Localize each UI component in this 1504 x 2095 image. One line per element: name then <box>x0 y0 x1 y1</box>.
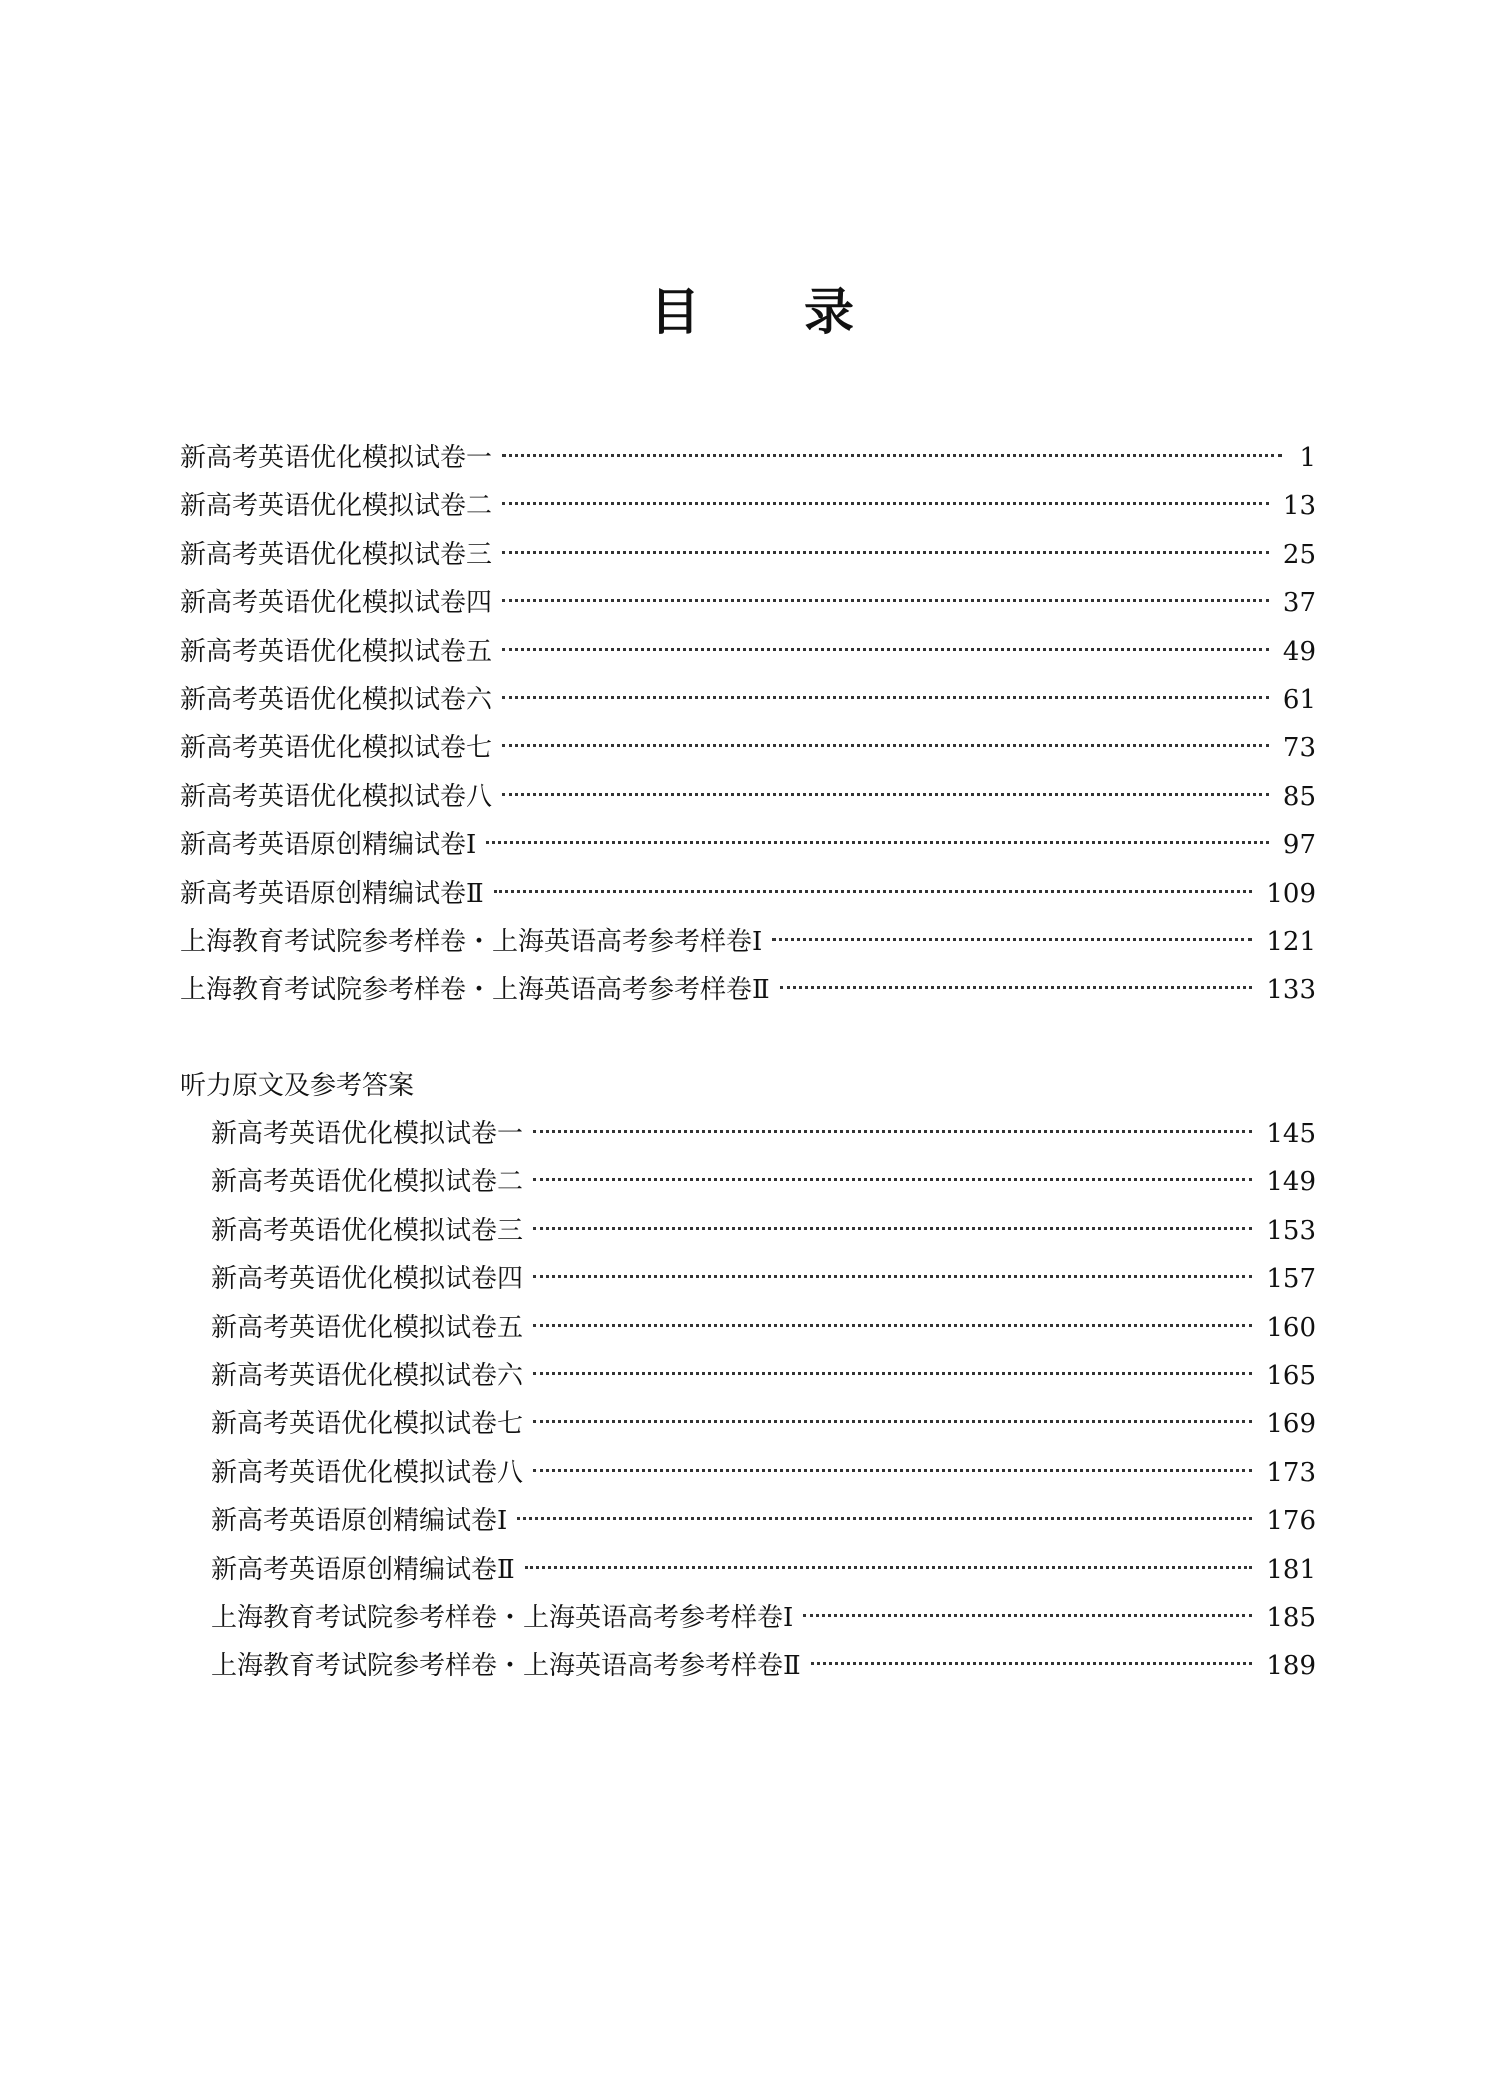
toc-entry-page: 85 <box>1282 781 1316 812</box>
toc-entry-page: 189 <box>1266 1651 1316 1682</box>
toc-entry-label: 新高考英语优化模拟试卷二 <box>180 491 493 522</box>
toc-entry-page: 13 <box>1282 491 1316 522</box>
dot-leader <box>533 1324 1252 1327</box>
dot-leader <box>533 1275 1252 1278</box>
dot-leader <box>803 1614 1252 1617</box>
dot-leader <box>533 1178 1252 1181</box>
dot-leader <box>502 551 1269 554</box>
toc-entry-label: 新高考英语优化模拟试卷五 <box>211 1312 524 1343</box>
dot-leader <box>772 938 1252 941</box>
toc-entry-label: 新高考英语原创精编试卷Ⅱ <box>211 1554 515 1585</box>
toc-entry[interactable] <box>180 632 1316 680</box>
toc-entry[interactable] <box>211 1453 1316 1501</box>
toc-entry-page: 61 <box>1282 684 1316 715</box>
toc-entry[interactable] <box>180 535 1316 583</box>
toc-entry-label: 上海教育考试院参考样卷・上海英语高考参考样卷Ⅰ <box>180 926 763 957</box>
toc-entry[interactable] <box>180 922 1316 970</box>
dot-leader <box>533 1130 1252 1133</box>
toc-entry-page: 73 <box>1282 733 1316 764</box>
toc-entry[interactable] <box>211 1211 1316 1259</box>
dot-leader <box>502 744 1269 747</box>
title-char-2: 录 <box>804 282 854 341</box>
answers-section-heading: 听力原文及参考答案 <box>180 1071 415 1101</box>
toc-entry-page: 181 <box>1266 1554 1316 1585</box>
toc-entry-page: 121 <box>1266 926 1316 957</box>
toc-entry[interactable] <box>180 486 1316 534</box>
toc-entry-page: 176 <box>1266 1506 1316 1537</box>
toc-entry[interactable] <box>211 1114 1316 1162</box>
toc-entry[interactable] <box>180 970 1316 1018</box>
toc-entry-label: 新高考英语优化模拟试卷七 <box>180 733 493 764</box>
toc-entry-page: 145 <box>1266 1119 1316 1149</box>
toc-entry[interactable] <box>211 1162 1316 1210</box>
dot-leader <box>517 1517 1252 1520</box>
toc-entry-label: 新高考英语优化模拟试卷八 <box>211 1457 524 1488</box>
toc-entry[interactable] <box>180 874 1316 922</box>
toc-entry[interactable] <box>211 1259 1316 1307</box>
toc-entry-label: 上海教育考试院参考样卷・上海英语高考参考样卷Ⅱ <box>211 1651 801 1682</box>
dot-leader <box>502 454 1282 457</box>
dot-leader <box>486 841 1269 844</box>
toc-entry-page: 25 <box>1282 539 1316 570</box>
toc-entry-label: 新高考英语优化模拟试卷六 <box>211 1360 524 1391</box>
toc-entry-label: 新高考英语优化模拟试卷三 <box>180 539 493 570</box>
dot-leader <box>502 793 1269 796</box>
toc-entry-page: 153 <box>1266 1215 1316 1246</box>
toc-entry-page: 109 <box>1266 878 1316 909</box>
toc-entry-page: 173 <box>1266 1457 1316 1488</box>
toc-answers-list <box>211 1114 1316 1695</box>
toc-entry-page: 157 <box>1266 1264 1316 1295</box>
toc-entry-label: 新高考英语优化模拟试卷七 <box>211 1409 524 1440</box>
toc-entry-page: 133 <box>1266 975 1316 1006</box>
toc-entry-page: 185 <box>1266 1602 1316 1633</box>
page-title <box>0 282 1504 342</box>
toc-entry-label: 新高考英语优化模拟试卷五 <box>180 636 493 667</box>
toc-entry-label: 新高考英语优化模拟试卷四 <box>211 1264 524 1295</box>
toc-entry-label: 上海教育考试院参考样卷・上海英语高考参考样卷Ⅰ <box>211 1602 794 1633</box>
dot-leader <box>533 1372 1252 1375</box>
toc-entry-page: 37 <box>1282 588 1316 619</box>
dot-leader <box>811 1662 1253 1665</box>
toc-entry[interactable] <box>211 1308 1316 1356</box>
dot-leader <box>533 1420 1252 1423</box>
toc-entry-label: 新高考英语优化模拟试卷八 <box>180 781 493 812</box>
toc-entry-page: 97 <box>1282 830 1316 861</box>
toc-entry[interactable] <box>180 438 1316 486</box>
toc-entry-page: 149 <box>1266 1167 1316 1198</box>
dot-leader <box>502 599 1269 602</box>
dot-leader <box>502 696 1269 699</box>
toc-entry-label: 新高考英语优化模拟试卷一 <box>211 1119 524 1149</box>
dot-leader <box>494 890 1253 893</box>
toc-entry-label: 新高考英语优化模拟试卷六 <box>180 684 493 715</box>
toc-entry-page: 160 <box>1266 1312 1316 1343</box>
toc-entry-label: 新高考英语优化模拟试卷一 <box>180 443 493 473</box>
title-char-1: 目 <box>650 282 700 341</box>
dot-leader <box>780 986 1253 989</box>
toc-entry[interactable] <box>211 1598 1316 1646</box>
dot-leader <box>502 648 1269 651</box>
toc-entry-label: 新高考英语优化模拟试卷四 <box>180 588 493 619</box>
dot-leader <box>502 502 1269 505</box>
toc-entry[interactable] <box>211 1356 1316 1404</box>
toc-entry-label: 新高考英语原创精编试卷Ⅱ <box>180 878 484 909</box>
toc-entry[interactable] <box>180 777 1316 825</box>
toc-entry-label: 新高考英语优化模拟试卷二 <box>211 1167 524 1198</box>
toc-entry-page: 49 <box>1282 636 1316 667</box>
toc-entry-label: 上海教育考试院参考样卷・上海英语高考参考样卷Ⅱ <box>180 975 770 1006</box>
toc-entry[interactable] <box>211 1550 1316 1598</box>
dot-leader <box>533 1227 1252 1230</box>
toc-entry-label: 新高考英语原创精编试卷Ⅰ <box>180 830 477 861</box>
toc-entry[interactable] <box>211 1646 1316 1694</box>
toc-entry[interactable] <box>180 825 1316 873</box>
toc-entry[interactable] <box>180 728 1316 776</box>
toc-main-list <box>180 438 1316 1019</box>
toc-entry-page: 165 <box>1266 1360 1316 1391</box>
toc-entry[interactable] <box>211 1501 1316 1549</box>
toc-entry[interactable] <box>180 583 1316 631</box>
toc-entry[interactable] <box>180 680 1316 728</box>
toc-entry[interactable] <box>211 1404 1316 1452</box>
toc-entry-page: 1 <box>1299 443 1316 473</box>
toc-entry-label: 新高考英语原创精编试卷Ⅰ <box>211 1506 508 1537</box>
dot-leader <box>525 1566 1253 1569</box>
dot-leader <box>533 1469 1252 1472</box>
toc-entry-label: 新高考英语优化模拟试卷三 <box>211 1215 524 1246</box>
toc-entry-page: 169 <box>1266 1409 1316 1440</box>
